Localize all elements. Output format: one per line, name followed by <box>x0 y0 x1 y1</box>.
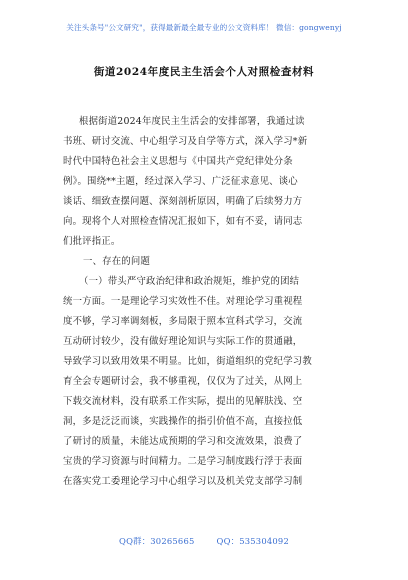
body-line: 下载交流材料，没有联系工作实际，提出的见解肤浅、空 <box>63 396 303 407</box>
body-line: 向。现将个人对照检查情况汇报如下，如有不妥，请同志 <box>63 216 303 227</box>
body-line: 导致学习以致用效果不明显。比如，街道组织的党纪学习教 <box>63 356 312 367</box>
document-body <box>63 112 349 492</box>
body-line: 度不够，学习率调刻板，多局限于照本宣科式学习，交流 <box>63 316 303 327</box>
section-heading: 一、存在的问题 <box>83 256 151 267</box>
body-line: 在落实党工委理论学习中心组学习以及机关党支部学习制 <box>63 476 303 487</box>
footer-qq-number: QQ：535304092 <box>216 536 289 546</box>
body-line: 了研讨的质量，未能达成预期的学习和交流效果，浪费了 <box>63 436 303 447</box>
header-promo-text: 关注头条号"公文研究"，获得最新最全最专业的公文资料库！ 微信：gongwenyj <box>66 23 342 32</box>
body-line: 洞，多是泛泛而谈，实践操作的指引价值不高，直接拉低 <box>63 416 303 427</box>
body-line: 互动研讨较少，没有做好理论知识与实际工作的贯通融， <box>63 336 303 347</box>
body-line: 例》。围绕**主题，经过深入学习、广泛征求意见、谈心 <box>63 176 298 187</box>
body-line: 时代中国特色社会主义思想与《中国共产党纪律处分条 <box>63 156 293 167</box>
body-line: 宝贵的学习资源与时间精力。二是学习制度践行浮于表面 <box>63 456 303 467</box>
body-line: 书班、研讨交流、中心组学习及自学等方式，深入学习*新 <box>63 136 308 147</box>
body-line: （一）带头严守政治纪律和政治规矩，维护党的团结 <box>79 276 300 287</box>
body-line: 根据街道2024年度民主生活会的安排部署，我通过读 <box>79 116 305 127</box>
footer-qq-group: QQ群：30265665 <box>119 536 195 546</box>
footer-contact <box>0 535 408 547</box>
body-line: 统一方面。一是理论学习实效性不佳。对理论学习重视程 <box>63 296 303 307</box>
body-line: 谈话、细致查摆问题、深刻剖析原因，明确了后续努力方 <box>63 196 303 207</box>
body-line: 们批评指正。 <box>63 236 121 247</box>
body-line: 育全会专题研讨会，我不够重视，仅仅为了过关，从网上 <box>63 376 303 387</box>
document-title: 街道2024年度民主生活会个人对照检查材料 <box>93 66 315 78</box>
